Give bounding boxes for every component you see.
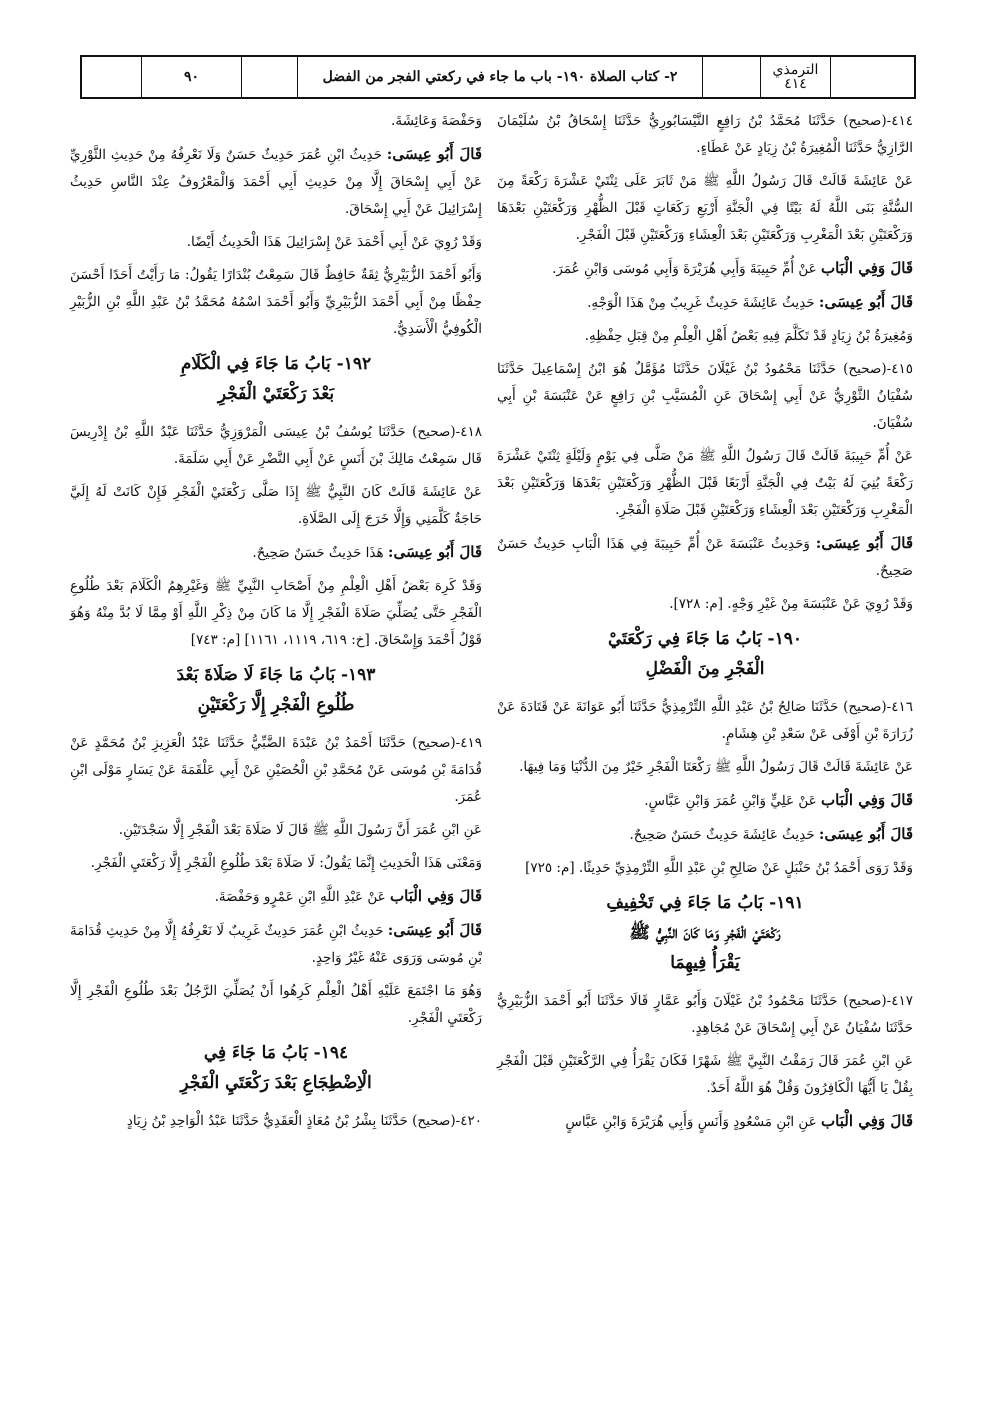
- book-page: ٤١٤: [784, 76, 807, 92]
- header-cell-empty-left: [82, 57, 142, 97]
- hadith-416-matn: عَنْ عَائِشَةَ قَالَتْ قَالَ رَسُولُ اللَّهِ ﷺ رَكْعَتَا الْفَجْرِ خَيْرٌ مِنَ الدُّنْيَا وَمَا فِيهَا.: [519, 759, 913, 775]
- commentary: وَمَعْنَى هَذَا الْحَدِيثِ إِنَّمَا يَقُولُ: لَا صَلَاةَ بَعْدَ طُلُوعِ الْفَجْرِ إِلَّا رَكْعَتَيِ الْفَجْرِ.: [90, 855, 482, 871]
- chapter-heading-190: [497, 624, 913, 684]
- abu-isa-text: حَدِيثُ عَائِشَةَ حَدِيثٌ حَسَنٌ صَحِيحٌ.: [629, 827, 819, 843]
- page-header: [80, 55, 916, 99]
- header-cell-empty: [703, 57, 761, 97]
- commentary: وَمُغِيرَةُ بْنُ زِيَادٍ قَدْ تَكَلَّمَ فِيهِ بَعْضُ أَهْلِ الْعِلْمِ مِنْ قِبَلِ حِفْظِهِ.: [584, 328, 913, 344]
- bab-label: قَالَ وَفِي الْبَاب: [821, 1112, 913, 1130]
- hadith-417-isnad: ٤١٧-(صحيح) حَدَّثَنَا مَحْمُودُ بْنُ غَيْلَانَ وَأَبُو عَمَّارٍ قَالَا حَدَّثَنَا أَبُو أَحْمَدَ الزُّبَيْرِيُّ حَدَّثَنَا سُفْيَانُ عَنْ أَبِي إِسْحَاقَ عَنْ مُجَاهِدٍ.: [497, 993, 913, 1036]
- hadith-414-isnad: ٤١٤-(صحيح) حَدَّثَنَا مُحَمَّدُ بْنُ رَافِعٍ النَّيْسَابُورِيُّ حَدَّثَنَا إِسْحَاقُ بْنُ سُلَيْمَانَ الرَّازِيُّ حَدَّثَنَا الْمُغِيرَةُ بْنُ زِيَادٍ عَنْ عَطَاءٍ.: [497, 113, 913, 156]
- chapter-heading-192: [70, 349, 482, 409]
- abu-isa-text: حَدِيثُ عَائِشَةَ حَدِيثٌ غَرِيبٌ مِنْ هَذَا الْوَجْهِ.: [587, 295, 819, 311]
- heading-line: طُلُوعِ الْفَجْرِ إِلَّا رَكْعَتَيْنِ: [197, 695, 355, 715]
- hadith-416-isnad: ٤١٦-(صحيح) حَدَّثَنَا صَالِحُ بْنُ عَبْدِ اللَّهِ التِّرْمِذِيُّ حَدَّثَنَا أَبُو عَوَانَةَ عَنْ قَتَادَةَ عَنْ زُرَارَةَ بْنِ أَوْفَى عَنْ سَعْدِ بْنِ هِشَامٍ.: [497, 699, 913, 742]
- bab-label: قَالَ وَفِي الْبَاب: [390, 887, 482, 905]
- hadith-418-isnad: ٤١٨-(صحيح) حَدَّثَنَا يُوسُفُ بْنُ عِيسَى الْمَرْوَزِيُّ حَدَّثَنَا عَبْدُ اللَّهِ بْنُ إِدْرِيسَ قَال سَمِعْتُ مَالِكَ بْنَ أَنَسٍ عَنْ أَبِي النَّضْرِ عَنْ أَبِي سَلَمَةَ.: [70, 424, 482, 467]
- abu-isa-label: قَالَ أَبُو عِيسَى:: [815, 534, 913, 552]
- chapter-heading-194: [70, 1038, 482, 1098]
- reference-note: وَقَدْ رَوَى أَحْمَدُ بْنُ حَنْبَلٍ عَنْ صَالِحِ بْنِ عَبْدِ اللَّهِ التِّرْمِذِيِّ حَدِيثًا. [م: ٧٢٥]: [525, 860, 913, 876]
- abu-isa-text: هَذَا حَدِيثٌ حَسَنٌ صَحِيحٌ.: [252, 545, 388, 561]
- hadith-414-matn: عَنْ عَائِشَةَ قَالَتْ قَالَ رَسُولُ اللَّهِ ﷺ مَنْ ثَابَرَ عَلَى ثِنْتَيْ عَشْرَةَ رَكْعَةً مِنَ السُّنَّةِ بَنَى اللَّهُ لَهُ بَيْتًا فِي الْجَنَّةِ أَرْبَعِ رَكَعَاتٍ قَبْلَ الظُّهْرِ وَرَكْعَتَيْنِ بَعْدَهَا وَرَكْعَتَيْنِ بَعْدَ الْمَغْرِبِ وَرَكْعَتَيْنِ بَعْدَ الْعِشَاءِ وَرَكْعَتَيْنِ قَبْلَ الْفَجْرِ.: [497, 173, 913, 243]
- hadith-418-matn: عَنْ عَائِشَةَ قَالَتْ كَانَ النَّبِيُّ ﷺ إِذَا صَلَّى رَكْعَتَيْ الْفَجْرِ فَإِنْ كَانَتْ لَهُ إِلَيَّ حَاجَةٌ كَلَّمَنِي وَإِلَّا خَرَجَ إِلَى الصَّلَاةِ.: [70, 484, 482, 527]
- bab-text: عَنْ عَبْدِ اللَّهِ ابْنِ عَمْرٍو وَحَفْصَةَ.: [214, 889, 391, 905]
- abu-isa-note: [70, 917, 482, 972]
- abu-isa-text: وَحَدِيثُ عَنْبَسَةَ عَنْ أُمِّ حَبِيبَةَ فِي هَذَا الْبَابِ حَدِيثٌ حَسَنٌ صَحِيحٌ.: [497, 536, 913, 579]
- abu-isa-note: [70, 539, 482, 567]
- reference-note: وَقَدْ رُوِيَ عَنْ عَنْبَسَةَ مِنْ غَيْرِ وَجْهٍ. [م: ٧٢٨].: [669, 596, 913, 612]
- chapter-heading-193: [70, 660, 482, 720]
- hadith-415-matn: عَنْ أُمِّ حَبِيبَةَ قَالَتْ قَالَ رَسُولُ اللَّهِ ﷺ مَنْ صَلَّى فِي يَوْمٍ وَلَيْلَةٍ ثِنْتَيْ عَشْرَةَ رَكْعَةً بُنِيَ لَهُ بَيْتٌ فِي الْجَنَّةِ أَرْبَعًا قَبْلَ الظُّهْرِ وَرَكْعَتَيْنِ بَعْدَهَا وَرَكْعَتَيْنِ بَعْدَ الْمَغْرِبِ وَرَكْعَتَيْنِ بَعْدَ الْعِشَاءِ وَرَكْعَتَيْنِ قَبْلَ صَلَاةِ الْفَجْرِ.: [497, 448, 913, 518]
- page-number: ٩٠: [142, 57, 242, 97]
- continuation-text: وَحَفْصَةَ وَعَائِشَةَ.: [391, 113, 482, 129]
- header-cell-empty: [242, 57, 298, 97]
- heading-line: يَقْرَأُ فِيهِمَا: [670, 953, 740, 973]
- heading-line: الْاِضْطِجَاعِ بَعْدَ رَكْعَتَيِ الْفَجْرِ: [180, 1073, 372, 1093]
- bab-text: عَنْ عَلِيٍّ وَابْنِ عُمَرَ وَابْنِ عَبَّاسٍ.: [644, 793, 822, 809]
- heading-line: ١٩٠- بَابُ مَا جَاءَ فِي رَكْعَتَيْ: [607, 629, 803, 649]
- bab-note: [70, 883, 482, 911]
- abu-isa-text: حَدِيثُ ابْنِ عُمَرَ حَدِيثٌ غَرِيبٌ لَا نَعْرِفُهُ إِلَّا مِنْ حَدِيثِ قُدَامَةَ بْنِ مُوسَى وَرَوَى عَنْهُ غَيْرُ وَاحِدٍ.: [70, 923, 482, 966]
- chapter-title: ٢- كتاب الصلاة ١٩٠- باب ما جاء في ركعتي الفجر من الفضل: [298, 57, 703, 97]
- book-label: الترمذي: [772, 62, 819, 78]
- bab-text: عَنِ ابْنِ مَسْعُودٍ وَأَنَسٍ وَأَبِي هُرَيْرَةَ وَابْنِ عَبَّاسٍ: [565, 1114, 822, 1130]
- commentary: وَهُوَ مَا اجْتَمَعَ عَلَيْهِ أَهْلُ الْعِلْمِ كَرِهُوا أَنْ يُصَلِّيَ الرَّجُلُ بَعْدَ طُلُوعِ الْفَجْرِ إِلَّا رَكْعَتَيِ الْفَجْرِ.: [70, 983, 482, 1026]
- abu-isa-label: قَالَ أَبُو عِيسَى:: [818, 293, 913, 311]
- bab-note: [497, 787, 913, 815]
- hadith-415-isnad: ٤١٥-(صحيح) حَدَّثَنَا مَحْمُودُ بْنُ غَيْلَانَ حَدَّثَنَا مُؤَمَّلٌ هُوَ ابْنُ إِسْمَاعِيلَ حَدَّثَنَا سُفْيَانُ الثَّوْرِيُّ عَنْ أَبِي إِسْحَاقَ عَنِ الْمُسَيَّبِ بْنِ رَافِعٍ عَنْ عَنْبَسَةَ بْنِ أَبِي سُفْيَانَ.: [497, 361, 913, 431]
- commentary: وَأَبُو أَحْمَدَ الزُّبَيْرِيُّ ثِقَةٌ حَافِظٌ قَالَ سَمِعْتُ بُنْدَارًا يَقُولُ: مَا رَأَيْتُ أَحَدًا أَحْسَنَ حِفْظًا مِنْ أَبِي أَحْمَدَ الزُّبَيْرِيِّ وَأَبُو أَحْمَدَ اسْمُهُ مُحَمَّدُ بْنُ عَبْدِ اللَّهِ بْنِ الزُّبَيْرِ الْكُوفِيُّ الْأَسَدِيُّ.: [70, 267, 482, 337]
- heading-line: رَكْعَتَيْ الْفَجْرِ وَمَا كَانَ النَّبِيُّ ﷺ: [629, 923, 781, 943]
- abu-isa-label: قَالَ أَبُو عِيسَى:: [818, 825, 913, 843]
- heading-line: ١٩١- بَابُ مَا جَاءَ فِي تَخْفِيفِ: [606, 893, 804, 913]
- heading-line: ١٩٢- بَابُ مَا جَاءَ فِي الْكَلَامِ: [180, 354, 372, 374]
- book-reference: [761, 57, 831, 97]
- bab-label: قَالَ وَفِي الْبَاب: [821, 259, 913, 277]
- bab-text: عَنْ أُمِّ حَبِيبَةَ وَأَبِي هُرَيْرَةَ وَأَبِي مُوسَى وَابْنِ عُمَرَ.: [552, 261, 822, 277]
- bab-note: [497, 255, 913, 283]
- header-cell-empty-right: [831, 57, 914, 97]
- heading-line: الْفَجْرِ مِنَ الْفَضْلِ: [645, 659, 765, 679]
- abu-isa-text: حَدِيثُ ابْنِ عُمَرَ حَدِيثٌ حَسَنٌ وَلَا نَعْرِفُهُ مِنْ حَدِيثِ الثَّوْرِيِّ عَنْ أَبِي إِسْحَاقَ إِلَّا مِنْ حَدِيثِ أَبِي أَحْمَدَ وَالْمَعْرُوفُ عِنْدَ النَّاسِ حَدِيثُ إِسْرَائِيلَ عَنْ أَبِي إِسْحَاقَ.: [70, 147, 482, 217]
- abu-isa-note: [497, 289, 913, 317]
- chapter-heading-191: [497, 888, 913, 978]
- hadith-419-matn: عَنِ ابْنِ عُمَرَ أَنَّ رَسُولَ اللَّهِ ﷺ قَالَ لَا صَلَاةَ بَعْدَ الْفَجْرِ إِلَّا سَجْدَتَيْنِ.: [118, 822, 482, 838]
- heading-line: ١٩٤- بَابُ مَا جَاءَ فِي: [203, 1043, 349, 1063]
- commentary: وَقَدْ كَرِهَ بَعْضُ أَهْلِ الْعِلْمِ مِنْ أَصْحَابِ النَّبِيِّ ﷺ وَغَيْرِهِمُ الْكَلَامَ بَعْدَ طُلُوعِ الْفَجْرِ حَتَّى يُصَلِّيَ صَلَاةَ الْفَجْرِ إِلَّا مَا كَانَ مِنْ ذِكْرِ اللَّهِ أَوْ مِمَّا لَا بُدَّ مِنْهُ وَهُوَ قَوْلُ أَحْمَدَ وَإِسْحَاقَ. [خ: ٦١٩، ١١١٩، ١١٦١] [م: ٧٤٣]: [70, 578, 482, 648]
- abu-isa-note: [497, 821, 913, 849]
- heading-line: ١٩٣- بَابُ مَا جَاءَ لَا صَلَاةَ بَعْدَ: [176, 665, 376, 685]
- abu-isa-label: قَالَ أَبُو عِيسَى:: [387, 543, 482, 561]
- abu-isa-note: [497, 530, 913, 585]
- bab-note: [497, 1108, 913, 1136]
- hadith-419-isnad: ٤١٩-(صحيح) حَدَّثَنَا أَحْمَدُ بْنُ عَبْدَةَ الضَّبِّيُّ حَدَّثَنَا عَبْدُ الْعَزِيزِ بْنُ مُحَمَّدٍ عَنْ قُدَامَةَ بْنِ مُوسَى عَنْ مُحَمَّدِ بْنِ الْحُصَيْنِ عَنْ أَبِي عَلْقَمَةَ عَنْ يَسَارٍ مَوْلَى ابْنِ عُمَرَ.: [70, 735, 482, 805]
- abu-isa-note: [70, 141, 482, 223]
- abu-isa-label: قَالَ أَبُو عِيسَى:: [386, 145, 482, 163]
- heading-line: بَعْدَ رَكْعَتَيْ الْفَجْرِ: [217, 384, 335, 404]
- bab-label: قَالَ وَفِي الْبَاب: [821, 791, 913, 809]
- hadith-420-isnad: ٤٢٠-(صحيح) حَدَّثَنَا بِشْرُ بْنُ مُعَاذٍ الْعَقَدِيُّ حَدَّثَنَا عَبْدُ الْوَاحِدِ بْنُ زِيَادٍ: [126, 1113, 482, 1129]
- right-column: [497, 108, 913, 1142]
- left-column: [70, 108, 482, 1141]
- hadith-417-matn: عَنِ ابْنِ عُمَرَ قَالَ رَمَقْتُ النَّبِيَّ ﷺ شَهْرًا فَكَانَ يَقْرَأُ فِي الرَّكْعَتَيْنِ قَبْلَ الْفَجْرِ بِقُلْ يَا أَيُّهَا الْكَافِرُونَ وَقُلْ هُوَ اللَّهُ أَحَدٌ.: [497, 1053, 913, 1096]
- commentary: وَقَدْ رُوِيَ عَنْ أَبِي أَحْمَدَ عَنْ إِسْرَائِيلَ هَذَا الْحَدِيثُ أَيْضًا.: [186, 234, 482, 250]
- abu-isa-label: قَالَ أَبُو عِيسَى:: [387, 921, 482, 939]
